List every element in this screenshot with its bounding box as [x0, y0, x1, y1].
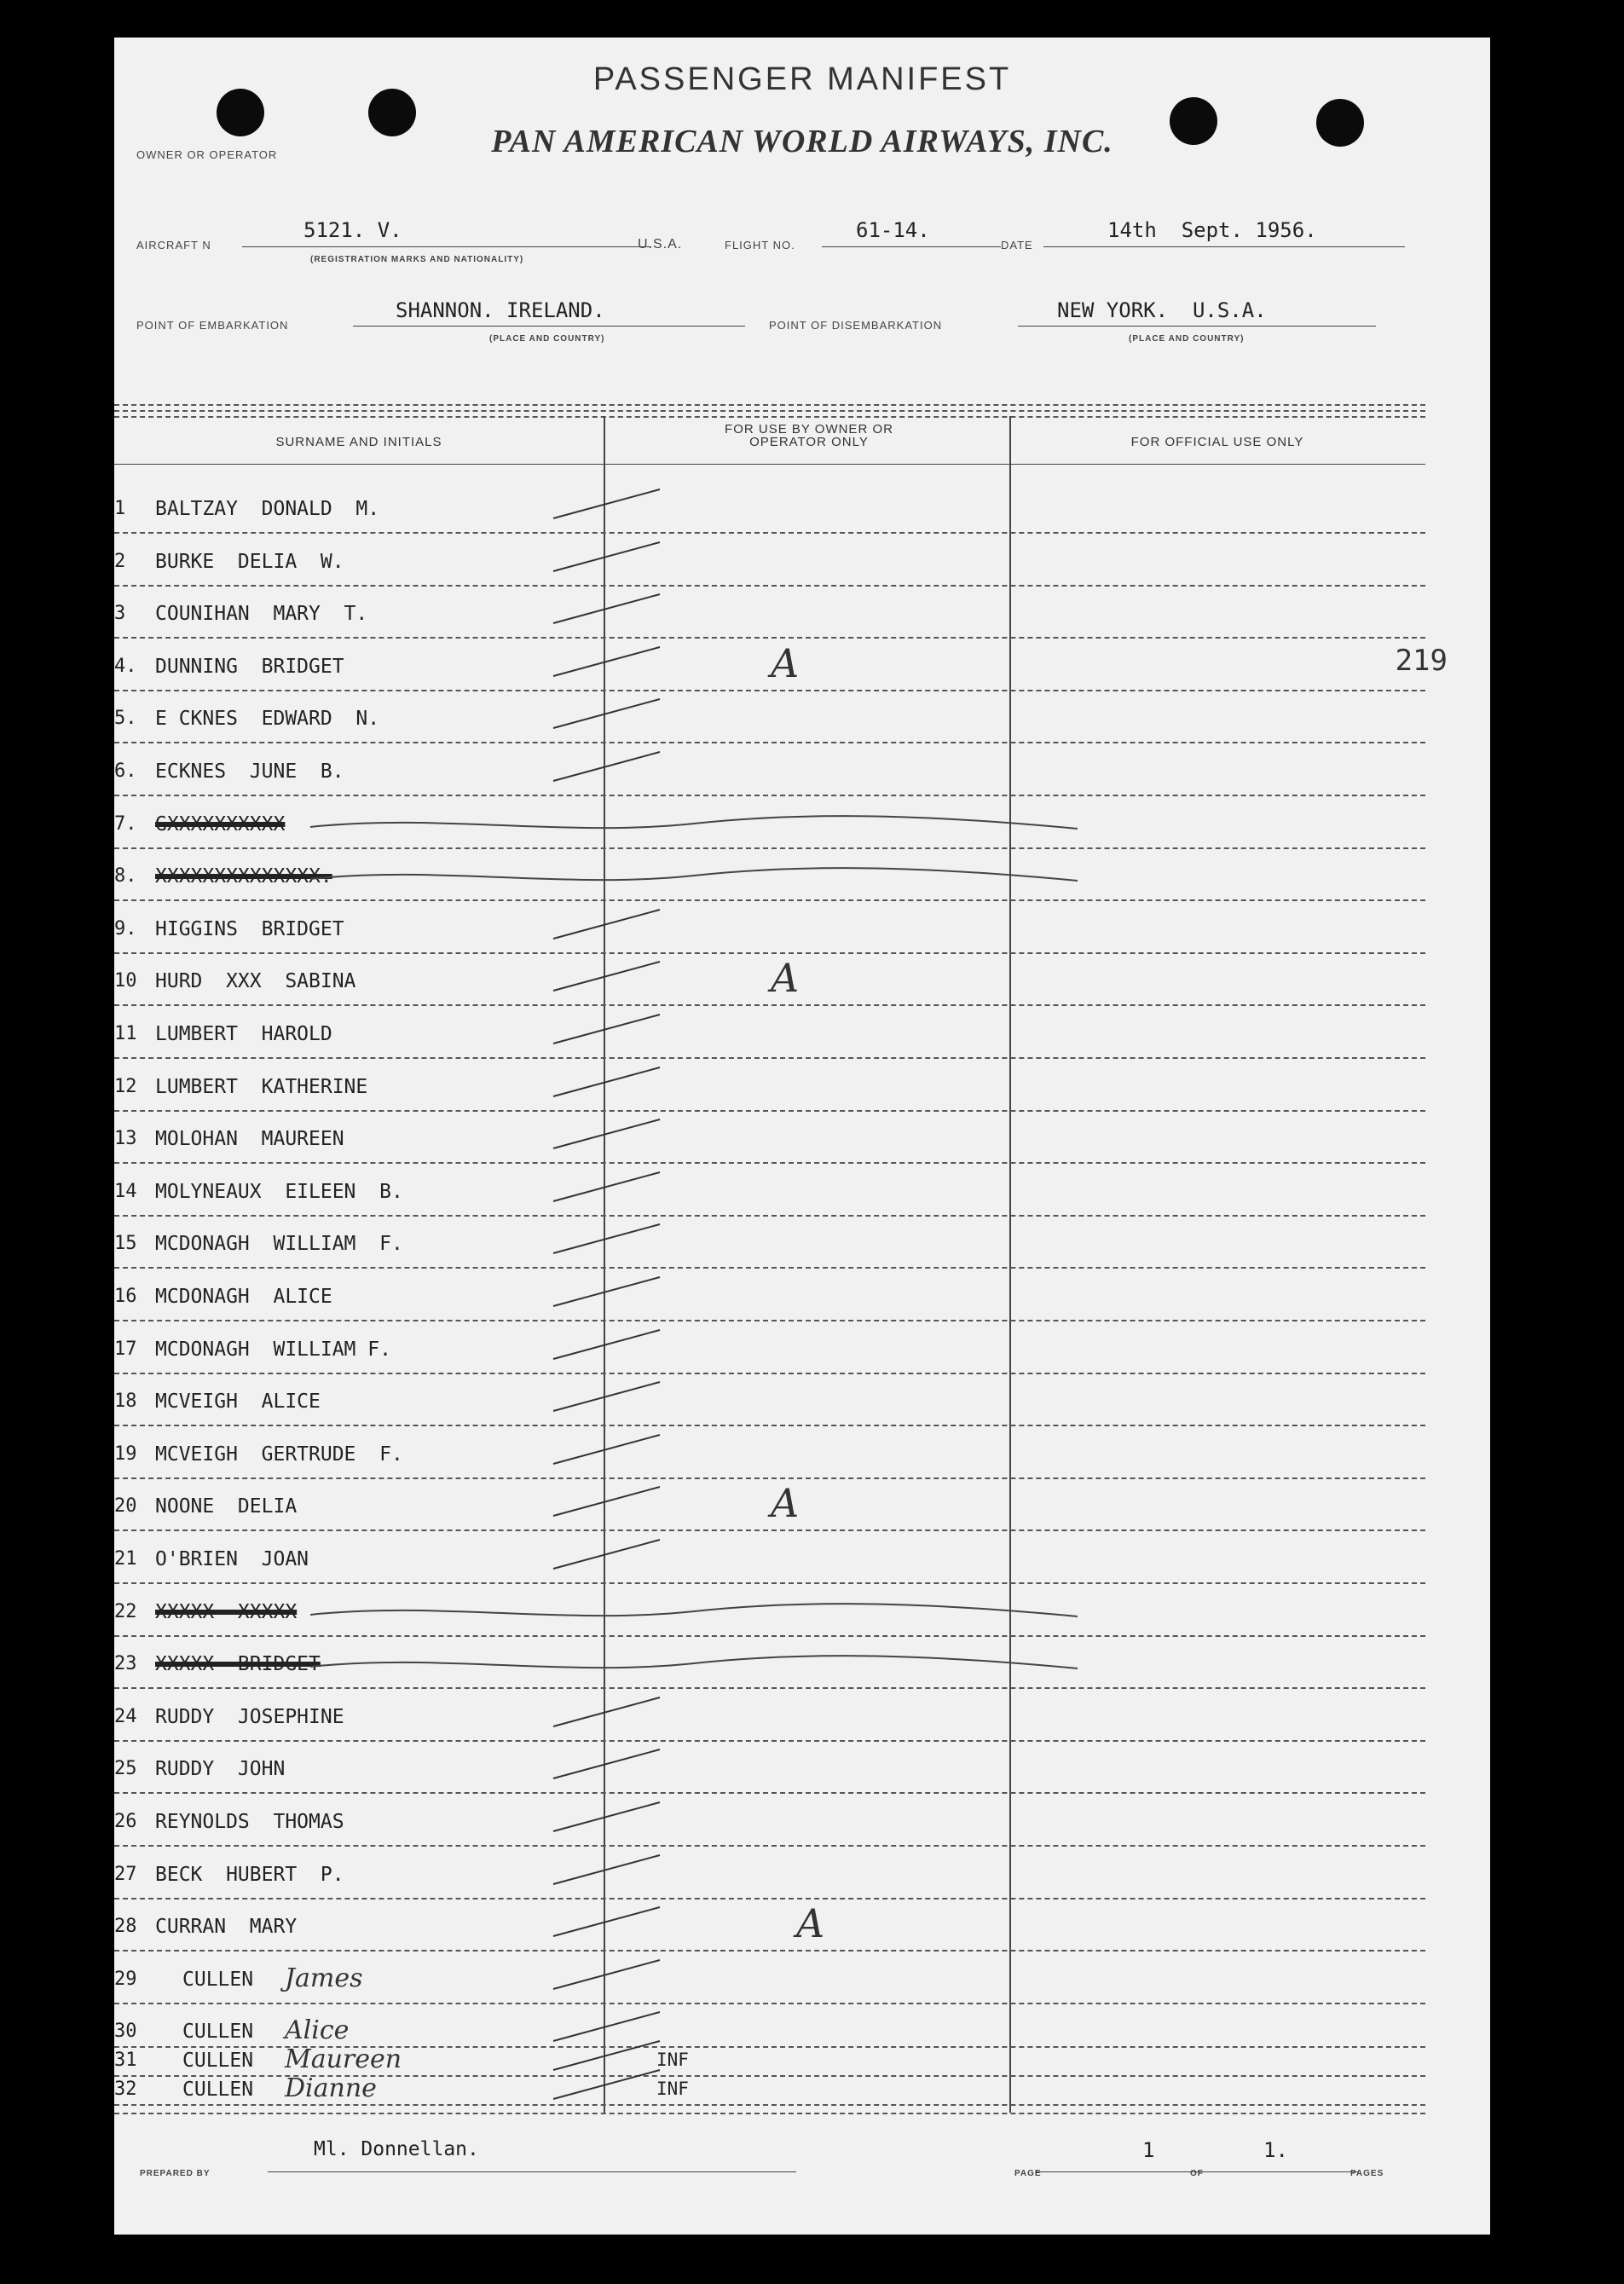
passenger-row: [114, 1128, 1490, 1154]
cancellation-line: [310, 812, 1078, 837]
row-rule: [114, 1845, 1425, 1847]
passenger-name: XXXXXXXXXXXXXX.: [155, 865, 332, 888]
disembark-value: NEW YORK. U.S.A.: [1057, 298, 1267, 322]
tick-mark: [549, 1375, 668, 1418]
embark-value: SHANNON. IRELAND.: [396, 298, 605, 322]
row-rule: [114, 1425, 1425, 1426]
date-underline: [1043, 246, 1405, 247]
row-rule: [114, 690, 1425, 691]
page-label: PAGE: [1014, 2169, 1042, 2178]
handwritten-first-name: Alice: [285, 2015, 350, 2046]
passenger-name: DUNNING BRIDGET: [155, 655, 344, 678]
aircraft-label: AIRCRAFT N: [136, 239, 211, 252]
row-rule: [114, 1373, 1425, 1374]
passenger-name: CULLEN: [182, 1968, 254, 1991]
row-rule: [114, 1740, 1425, 1742]
passenger-name: GXXXXXXXXXX: [155, 812, 286, 836]
header-bottom-rule: [114, 464, 1425, 465]
passenger-name: CULLEN: [182, 2079, 254, 2102]
disembark-underline: [1018, 326, 1376, 327]
passenger-row: [114, 918, 1490, 944]
passenger-number: 10: [114, 970, 137, 992]
passenger-number: 20: [114, 1495, 137, 1518]
tick-mark: [549, 1953, 668, 1996]
passenger-row: [114, 1548, 1490, 1574]
passenger-row: [114, 1900, 1490, 1947]
infant-note: INF: [656, 2050, 689, 2071]
prepared-by-label: PREPARED BY: [140, 2169, 211, 2178]
pages-label: PAGES: [1350, 2169, 1384, 2178]
passenger-row: [114, 1023, 1490, 1049]
owner-label: OWNER OR OPERATOR: [136, 148, 278, 161]
passenger-name: BECK HUBERT P.: [155, 1863, 344, 1886]
passenger-name: MCVEIGH GERTRUDE F.: [155, 1443, 403, 1466]
owner-check-mark: A: [771, 955, 800, 1002]
owner-check-mark: A: [771, 1480, 800, 1527]
passenger-row: [114, 2015, 1490, 2046]
passenger-number: 22: [114, 1600, 137, 1622]
tick-mark: [549, 1008, 668, 1050]
passenger-row: [114, 1443, 1490, 1469]
row-rule: [114, 2104, 1425, 2106]
passenger-name: BURKE DELIA W.: [155, 550, 344, 573]
cancellation-line: [310, 1599, 1078, 1625]
tick-mark: [549, 745, 668, 788]
aircraft-value: 5121. V.: [303, 218, 402, 242]
passenger-number: 5.: [114, 708, 137, 730]
passenger-number: 11: [114, 1023, 137, 1044]
row-rule: [114, 952, 1425, 954]
passenger-row: [114, 1339, 1490, 1364]
passenger-number: 31: [114, 2050, 137, 2072]
passenger-row: [114, 1233, 1490, 1258]
row-rule: [114, 1477, 1425, 1479]
page-underline: [1035, 2171, 1359, 2172]
passenger-row: [114, 708, 1490, 733]
passenger-number: 8.: [114, 865, 137, 888]
row-rule: [114, 1687, 1425, 1689]
row-rule: [114, 1898, 1425, 1899]
embark-label: POINT OF EMBARKATION: [136, 319, 289, 332]
row-rule: [114, 1582, 1425, 1584]
row-rule: [114, 795, 1425, 796]
passenger-name: LUMBERT KATHERINE: [155, 1075, 368, 1098]
passenger-name: HIGGINS BRIDGET: [155, 917, 344, 940]
passenger-name: E CKNES EDWARD N.: [155, 708, 380, 731]
passenger-number: 12: [114, 1075, 137, 1097]
page-number: 1: [1142, 2138, 1155, 2162]
passenger-row: [114, 551, 1490, 576]
column-header-surname: SURNAME AND INITIALS: [275, 435, 442, 449]
tick-mark: [549, 1691, 668, 1733]
handwritten-first-name: Maureen: [285, 2044, 402, 2075]
passenger-name: MCDONAGH ALICE: [155, 1286, 332, 1308]
row-rule: [114, 1215, 1425, 1217]
of-label: OF: [1190, 2169, 1204, 2178]
tick-mark: [549, 1113, 668, 1155]
passenger-name: XXXXX XXXXX: [155, 1600, 298, 1623]
passenger-row: [114, 1286, 1490, 1311]
official-number: 219: [1395, 643, 1448, 678]
pages-total: 1.: [1263, 2138, 1288, 2162]
passenger-row: [114, 1653, 1490, 1679]
tick-mark: [549, 640, 668, 683]
passenger-number: 24: [114, 1705, 137, 1727]
passenger-row: [114, 1076, 1490, 1102]
passenger-name: ECKNES JUNE B.: [155, 760, 344, 783]
passenger-row: [114, 1391, 1490, 1416]
passenger-number: 32: [114, 2079, 137, 2101]
passenger-row: [114, 639, 1490, 686]
passenger-number: 21: [114, 1548, 137, 1570]
passenger-number: 1: [114, 498, 126, 519]
tick-mark: [549, 1270, 668, 1313]
passenger-number: 29: [114, 1968, 137, 1990]
column-header-owner-use: FOR USE BY OWNER OR OPERATOR ONLY: [725, 422, 893, 449]
passenger-number: 26: [114, 1811, 137, 1832]
tick-mark: [549, 903, 668, 945]
passenger-row: [114, 813, 1490, 839]
passenger-number: 17: [114, 1338, 137, 1360]
passenger-row: [114, 955, 1490, 1002]
passenger-name: LUMBERT HAROLD: [155, 1023, 332, 1045]
tick-mark: [549, 2063, 668, 2106]
passenger-number: 4.: [114, 655, 137, 677]
passenger-name: BALTZAY DONALD M.: [155, 498, 380, 520]
row-rule: [114, 742, 1425, 743]
handwritten-first-name: Dianne: [285, 2073, 377, 2104]
embark-caption: (PLACE AND COUNTRY): [489, 334, 605, 344]
passenger-number: 30: [114, 2021, 137, 2043]
row-rule: [114, 1057, 1425, 1059]
row-rule: [114, 1004, 1425, 1006]
passenger-number: 23: [114, 1653, 137, 1675]
date-value: 14th Sept. 1956.: [1107, 218, 1317, 242]
tick-mark: [549, 1323, 668, 1366]
tick-mark: [549, 1480, 668, 1523]
embark-underline: [353, 326, 745, 327]
infant-note: INF: [656, 2079, 689, 2100]
cancellation-line: [310, 864, 1078, 889]
passenger-number: 15: [114, 1233, 137, 1255]
document-title: PASSENGER MANIFEST: [592, 61, 1012, 97]
table-top-rule-1: [114, 404, 1425, 406]
table-bottom-rule: [114, 2113, 1425, 2114]
tick-mark: [549, 1900, 668, 1943]
passenger-row: [114, 2044, 1490, 2075]
passenger-name: MCVEIGH ALICE: [155, 1391, 321, 1414]
tick-mark: [549, 1165, 668, 1208]
passenger-row: [114, 1864, 1490, 1889]
row-rule: [114, 532, 1425, 534]
tick-mark: [549, 692, 668, 735]
prepared-underline: [268, 2171, 796, 2172]
passenger-row: [114, 1963, 1490, 1994]
cancellation-line: [310, 1651, 1078, 1677]
passenger-name: MCDONAGH WILLIAM F.: [155, 1233, 403, 1256]
row-rule: [114, 1635, 1425, 1637]
passenger-row: [114, 603, 1490, 628]
passenger-name: NOONE DELIA: [155, 1495, 298, 1518]
tick-mark: [549, 955, 668, 997]
row-rule: [114, 1529, 1425, 1531]
row-rule: [114, 899, 1425, 901]
tick-mark: [549, 1533, 668, 1576]
passenger-name: MOLOHAN MAUREEN: [155, 1128, 344, 1151]
passenger-row: [114, 498, 1490, 523]
tick-mark: [549, 1848, 668, 1891]
passenger-name: RUDDY JOSEPHINE: [155, 1705, 344, 1728]
prepared-by-value: Ml. Donnellan.: [314, 2138, 479, 2160]
table-top-rule-2: [114, 410, 1425, 412]
passenger-number: 18: [114, 1391, 137, 1413]
flight-value: 61-14.: [856, 218, 930, 242]
tick-mark: [549, 1743, 668, 1785]
tick-mark: [549, 1428, 668, 1471]
passenger-row: [114, 760, 1490, 786]
passenger-number: 28: [114, 1916, 137, 1938]
passenger-number: 16: [114, 1286, 137, 1307]
passenger-row: [114, 1811, 1490, 1836]
tick-mark: [549, 483, 668, 525]
row-rule: [114, 1267, 1425, 1269]
passenger-number: 2: [114, 550, 126, 572]
passenger-number: 9.: [114, 917, 137, 940]
flight-label: FLIGHT NO.: [725, 239, 795, 252]
passenger-name: MCDONAGH WILLIAM F.: [155, 1338, 391, 1361]
tick-mark: [549, 1217, 668, 1260]
passenger-number: 7.: [114, 812, 137, 835]
row-rule: [114, 1320, 1425, 1321]
passenger-name: XXXXX BRIDGET: [155, 1653, 321, 1676]
passenger-name: CULLEN: [182, 2021, 254, 2044]
passenger-row: [114, 1480, 1490, 1527]
date-label: DATE: [1001, 239, 1033, 252]
passenger-name: HURD XXX SABINA: [155, 970, 356, 993]
passenger-number: 19: [114, 1443, 137, 1465]
manifest-sheet: [114, 38, 1490, 2235]
aircraft-underline: [242, 246, 651, 247]
tick-mark: [549, 587, 668, 630]
aircraft-caption: (REGISTRATION MARKS AND NATIONALITY): [310, 255, 524, 264]
owner-check-mark: A: [771, 639, 800, 686]
row-rule: [114, 2003, 1425, 2004]
disembark-label: POINT OF DISEMBARKATION: [769, 319, 943, 332]
passenger-number: 6.: [114, 760, 137, 782]
row-rule: [114, 585, 1425, 587]
passenger-number: 3: [114, 603, 126, 625]
passenger-name: COUNIHAN MARY T.: [155, 603, 368, 626]
handwritten-first-name: James: [285, 1963, 363, 1993]
passenger-name: RUDDY JOHN: [155, 1758, 286, 1781]
owner-check-mark: A: [796, 1900, 825, 1947]
passenger-number: 13: [114, 1128, 137, 1150]
disembark-caption: (PLACE AND COUNTRY): [1129, 334, 1245, 344]
usa-label: U.S.A.: [638, 237, 683, 252]
tick-mark: [549, 1795, 668, 1838]
tick-mark: [549, 1061, 668, 1103]
row-rule: [114, 1950, 1425, 1952]
row-rule: [114, 1110, 1425, 1112]
passenger-name: O'BRIEN JOAN: [155, 1548, 309, 1570]
tick-mark: [549, 535, 668, 578]
passenger-number: 27: [114, 1863, 137, 1885]
passenger-row: [114, 865, 1490, 891]
passenger-row: [114, 1706, 1490, 1732]
passenger-name: MOLYNEAUX EILEEN B.: [155, 1180, 403, 1203]
passenger-row: [114, 1758, 1490, 1784]
column-header-official: FOR OFFICIAL USE ONLY: [1130, 435, 1304, 449]
passenger-number: 25: [114, 1758, 137, 1780]
row-rule: [114, 1792, 1425, 1794]
passenger-name: CURRAN MARY: [155, 1916, 298, 1939]
passenger-row: [114, 1601, 1490, 1627]
passenger-row: [114, 2073, 1490, 2104]
passenger-name: CULLEN: [182, 2050, 254, 2073]
passenger-number: 14: [114, 1180, 137, 1202]
passenger-row: [114, 1181, 1490, 1206]
airline-name: PAN AMERICAN WORLD AIRWAYS, INC.: [491, 124, 1113, 159]
row-rule: [114, 847, 1425, 849]
row-rule: [114, 637, 1425, 639]
table-top-rule-3: [114, 416, 1425, 418]
passenger-name: REYNOLDS THOMAS: [155, 1811, 344, 1833]
row-rule: [114, 1162, 1425, 1164]
flight-underline: [822, 246, 1001, 247]
